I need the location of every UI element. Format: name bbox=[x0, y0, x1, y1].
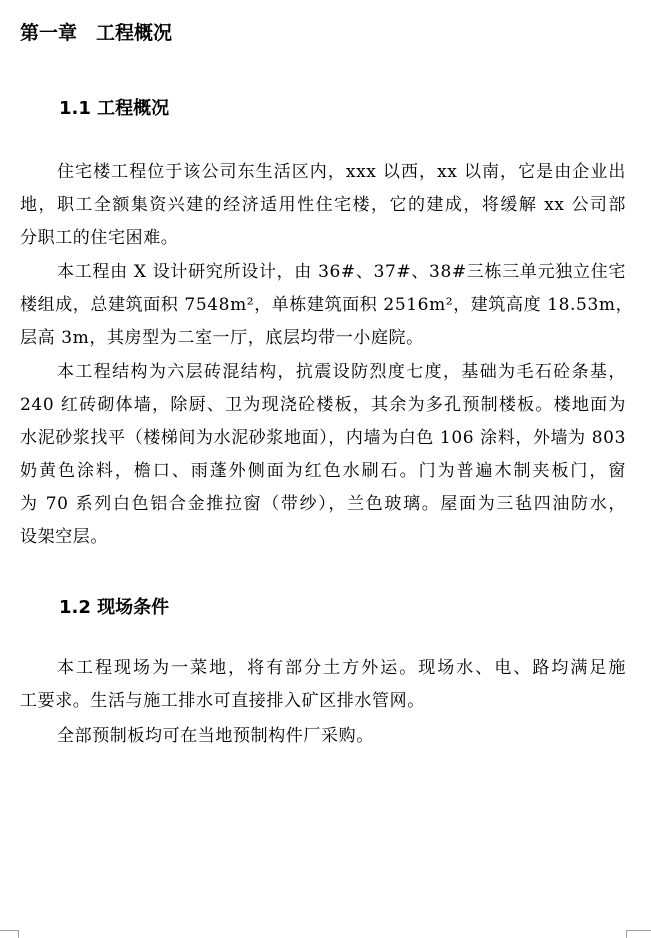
text-line: 分职工的住宅困难。 bbox=[20, 228, 179, 248]
section-title-1-2: 1.2 现场条件 bbox=[59, 597, 170, 618]
paragraph-site-conditions bbox=[20, 652, 626, 718]
paragraph-prefab-procurement bbox=[20, 720, 626, 753]
section-title-1-1: 1.1 工程概况 bbox=[59, 98, 170, 119]
paragraph-project-location bbox=[20, 156, 626, 255]
text-line: 地，职工全额集资兴建的经济适用性住宅楼，它的建成，将缓解 xx 公司部 bbox=[20, 195, 626, 215]
text-line: 240 红砖砌体墙，除厨、卫为现浇砼楼板，其余为多孔预制楼板。楼地面为 bbox=[20, 395, 626, 415]
text-line: 工要求。生活与施工排水可直接排入矿区排水管网。 bbox=[20, 691, 425, 711]
text-line: 为 70 系列白色铝合金推拉窗（带纱），兰色玻璃。屋面为三毡四油防水， bbox=[20, 494, 626, 514]
paragraph-design-info bbox=[20, 256, 634, 355]
text-line: 层高 3m，其房型为二室一厅，底层均带一小庭院。 bbox=[20, 328, 424, 348]
paragraph-structure-info bbox=[20, 356, 626, 554]
text-line: 全部预制板均可在当地预制构件厂采购。 bbox=[57, 726, 374, 746]
text-line: 奶黄色涂料，檐口、雨蓬外侧面为红色水刷石。门为普遍木制夹板门，窗 bbox=[20, 461, 626, 481]
text-line: 水泥砂浆找平（楼梯间为水泥砂浆地面），内墙为白色 106 涂料，外墙为 803 bbox=[20, 428, 627, 448]
text-line: 本工程由 X 设计研究所设计，由 36#、37#、38#三栋三单元独立住宅 bbox=[57, 262, 626, 282]
text-line: 楼组成，总建筑面积 7548m²，单栋建筑面积 2516m²，建筑高度 18.53m， bbox=[20, 295, 634, 315]
text-line: 本工程结构为六层砖混结构，抗震设防烈度七度，基础为毛石砼条基， bbox=[57, 362, 626, 382]
text-line: 住宅楼工程位于该公司东生活区内，xxx 以西，xx 以南，它是由企业出 bbox=[57, 162, 626, 182]
text-line: 设架空层。 bbox=[20, 527, 108, 547]
chapter-title: 第一章 工程概况 bbox=[20, 22, 173, 44]
text-line: 本工程现场为一菜地，将有部分土方外运。现场水、电、路均满足施 bbox=[57, 658, 626, 678]
